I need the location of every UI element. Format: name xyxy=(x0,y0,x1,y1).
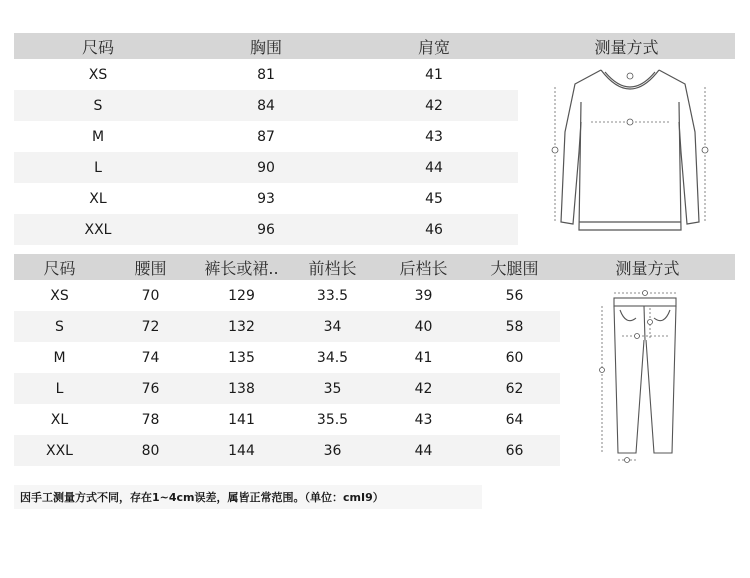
bottom-header-size: 尺码 xyxy=(43,258,76,278)
table-cell: 34.5 xyxy=(316,349,349,366)
bottom-header-length: 裤长或裙.. xyxy=(204,258,279,278)
bottom-header-measure: 测量方式 xyxy=(615,258,680,278)
sweater-measure-icon xyxy=(545,62,715,237)
table-cell: 44 xyxy=(414,442,433,459)
table-cell: 72 xyxy=(141,318,160,335)
table-cell: 35 xyxy=(323,380,342,397)
bottom-header-front-rise: 前档长 xyxy=(308,258,357,278)
table-cell: 66 xyxy=(505,442,524,459)
table-cell: 43 xyxy=(425,128,443,145)
table-cell: 129 xyxy=(228,287,255,304)
table-cell: 80 xyxy=(141,442,160,459)
table-cell: 41 xyxy=(414,349,433,366)
table-cell: XL xyxy=(89,190,107,207)
table-cell: 45 xyxy=(425,190,443,207)
table-cell: M xyxy=(91,128,105,145)
top-header-size: 尺码 xyxy=(81,37,114,57)
table-cell: 74 xyxy=(141,349,160,366)
table-cell: 62 xyxy=(505,380,524,397)
table-cell: 44 xyxy=(425,159,443,176)
table-cell: 56 xyxy=(505,287,524,304)
table-cell: 42 xyxy=(425,97,443,114)
table-cell: XS xyxy=(88,66,108,83)
table-cell: 40 xyxy=(414,318,433,335)
table-cell: 39 xyxy=(414,287,433,304)
table-cell: 138 xyxy=(228,380,255,397)
measurement-note: 因手工测量方式不同，存在1~4cm误差，属皆正常范围。（单位：cmⅠ9） xyxy=(14,485,482,509)
table-cell: 144 xyxy=(228,442,255,459)
top-header-chest: 胸围 xyxy=(249,37,282,57)
table-cell: 135 xyxy=(228,349,255,366)
table-cell: 41 xyxy=(425,66,443,83)
table-cell: 70 xyxy=(141,287,160,304)
table-cell: L xyxy=(94,159,102,176)
table-cell: 46 xyxy=(425,221,443,238)
top-header-shoulder: 肩宽 xyxy=(417,37,450,57)
table-cell: XL xyxy=(50,411,69,428)
table-cell: 141 xyxy=(228,411,255,428)
table-cell: XXL xyxy=(46,442,73,459)
table-cell: 84 xyxy=(257,97,275,114)
table-cell: XS xyxy=(50,287,69,304)
table-cell: 64 xyxy=(505,411,524,428)
table-cell: 60 xyxy=(505,349,524,366)
table-cell: 78 xyxy=(141,411,160,428)
table-cell: 33.5 xyxy=(316,287,349,304)
table-cell: 132 xyxy=(228,318,255,335)
table-cell: 81 xyxy=(257,66,275,83)
bottom-header-waist: 腰围 xyxy=(134,258,167,278)
top-header-measure: 测量方式 xyxy=(594,37,659,57)
table-cell: XXL xyxy=(84,221,112,238)
table-cell: M xyxy=(53,349,66,366)
table-cell: 42 xyxy=(414,380,433,397)
table-cell: 34 xyxy=(323,318,342,335)
table-cell: 93 xyxy=(257,190,275,207)
table-cell: 76 xyxy=(141,380,160,397)
bottom-header-thigh: 大腿围 xyxy=(490,258,539,278)
bottom-header-back-rise: 后档长 xyxy=(399,258,448,278)
table-cell: 58 xyxy=(505,318,524,335)
table-cell: S xyxy=(55,318,64,335)
table-cell: 96 xyxy=(257,221,275,238)
table-cell: S xyxy=(93,97,103,114)
pants-measure-icon xyxy=(592,288,702,468)
table-cell: 87 xyxy=(257,128,275,145)
table-cell: L xyxy=(55,380,64,397)
table-cell: 43 xyxy=(414,411,433,428)
table-cell: 35.5 xyxy=(316,411,349,428)
table-cell: 90 xyxy=(257,159,275,176)
table-cell: 36 xyxy=(323,442,342,459)
